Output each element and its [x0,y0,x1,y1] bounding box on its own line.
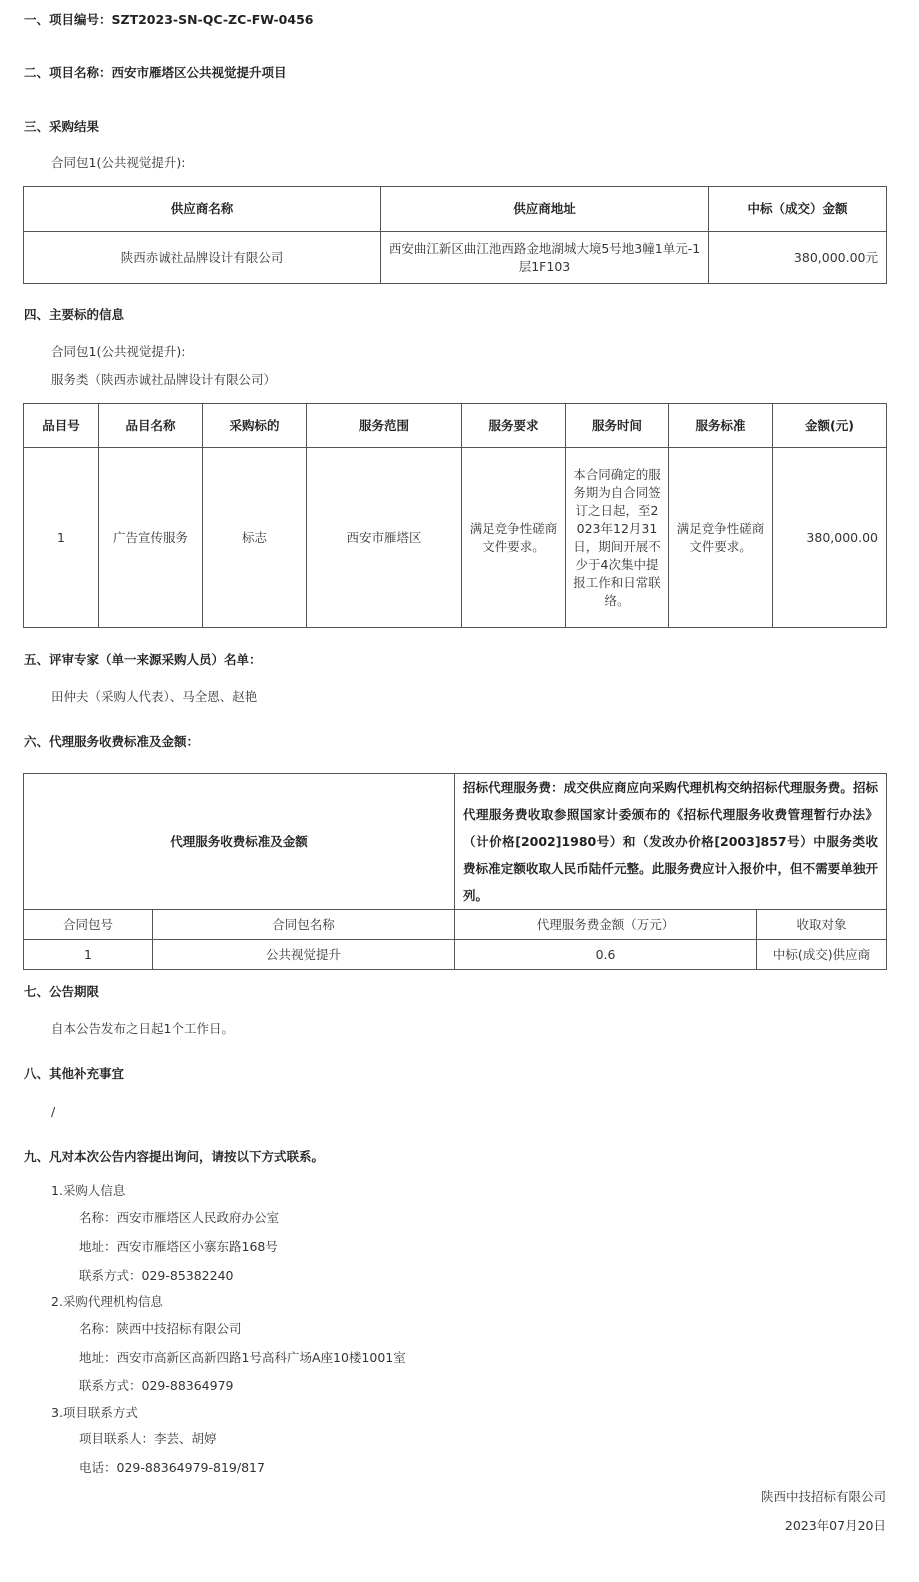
section-heading-agency-fee: 六、代理服务收费标准及金额： [24,734,200,749]
section-heading-experts: 五、评审专家（单一来源采购人员）名单： [24,652,262,667]
subject-col-standard: 服务标准 [669,404,773,448]
agency-fee-description: 招标代理服务费：成交供应商应向采购代理机构交纳招标代理服务费。招标代理服务费收取参照国家计委颁布的《招标代理服务收费管理暂行办法》（计价格[2002]1980号）和（发改办价格[2003]857号）中服务类收费标准定额收取人民币陆仟元整。此服务费应计入报价中，但不需要单独开列。 [455,774,887,910]
buyer-address: 地址：西安市雁塔区小寨东路168号 [79,1239,278,1254]
agency-fee-label: 代理服务收费标准及金额 [24,774,455,910]
section-heading-period: 七、公告期限 [24,984,100,999]
project-contact-person: 项目联系人：李芸、胡婷 [79,1431,217,1446]
result-col-amount: 中标（成交）金额 [709,187,887,232]
project-contact-title: 3.项目联系方式 [51,1405,138,1420]
project-number [24,12,313,28]
other-text: / [51,1104,56,1119]
footer-date: 2023年07月20日 [784,1518,886,1533]
section-heading-subject: 四、主要标的信息 [24,307,125,322]
buyer-info-title: 1.采购人信息 [51,1183,126,1198]
result-col-address: 供应商地址 [381,187,709,232]
subject-table-header [24,404,887,448]
section-heading-other: 八、其他补充事宜 [24,1066,125,1081]
project-number-label: 一、项目编号： [24,12,112,27]
project-name-value: 西安市雁塔区公共视觉提升项目 [111,65,287,80]
agency-package-no: 1 [24,940,153,970]
subject-col-no: 品目号 [24,404,99,448]
agency-fee-header [24,910,887,940]
agency-fee-standard-row [24,774,887,910]
agency-info-title: 2.采购代理机构信息 [51,1294,163,1309]
result-amount: 380,000.00元 [709,232,887,284]
subject-table [23,403,887,628]
agency-fee-amount: 0.6 [455,940,757,970]
agency-fee-table [23,773,887,970]
subject-item-amount: 380,000.00 [773,448,887,628]
result-table [23,186,887,284]
project-name-label: 二、项目名称： [24,65,112,80]
subject-item-standard: 满足竞争性磋商文件要求。 [669,448,773,628]
agency-col-package-name: 合同包名称 [153,910,455,940]
result-supplier-name: 陕西赤诚社品牌设计有限公司 [24,232,381,284]
table-row [24,232,887,284]
result-table-header [24,187,887,232]
subject-item-requirement: 满足竞争性磋商文件要求。 [462,448,566,628]
subject-item-target: 标志 [203,448,307,628]
project-name [24,65,287,81]
project-number-value: SZT2023-SN-QC-ZC-FW-0456 [111,12,314,27]
period-text: 自本公告发布之日起1个工作日。 [51,1021,234,1036]
result-supplier-address: 西安曲江新区曲江池西路金地湖城大境5号地3幢1单元-1层1F103 [381,232,709,284]
subject-item-scope: 西安市雁塔区 [307,448,462,628]
agency-contact: 联系方式：029-88364979 [79,1378,234,1393]
agency-name: 名称：陕西中技招标有限公司 [79,1321,242,1336]
subject-col-item-name: 品目名称 [99,404,203,448]
experts-list: 田仲夫（采购人代表）、马全恩、赵艳 [51,689,258,704]
subject-col-requirement: 服务要求 [462,404,566,448]
agency-package-name: 公共视觉提升 [153,940,455,970]
agency-col-target: 收取对象 [757,910,887,940]
agency-col-fee: 代理服务费金额（万元） [455,910,757,940]
subject-item-name: 广告宣传服务 [99,448,203,628]
subject-col-target: 采购标的 [203,404,307,448]
subject-col-time: 服务时间 [566,404,669,448]
table-row [24,448,887,628]
buyer-contact: 联系方式：029-85382240 [79,1268,234,1283]
footer-org: 陕西中技招标有限公司 [760,1489,886,1504]
section-heading-result: 三、采购结果 [24,119,100,134]
subject-package-label: 合同包1(公共视觉提升): [51,344,186,359]
agency-fee-target: 中标(成交)供应商 [757,940,887,970]
section-heading-contact: 九、凡对本次公告内容提出询问，请按以下方式联系。 [24,1149,325,1164]
buyer-name: 名称：西安市雁塔区人民政府办公室 [79,1210,280,1225]
result-package-label: 合同包1(公共视觉提升): [51,155,186,170]
table-row [24,940,887,970]
subject-item-no: 1 [24,448,99,628]
subject-col-amount: 金额(元) [773,404,887,448]
project-contact-phone: 电话：029-88364979-819/817 [79,1460,265,1475]
agency-col-package-no: 合同包号 [24,910,153,940]
result-col-supplier: 供应商名称 [24,187,381,232]
subject-col-scope: 服务范围 [307,404,462,448]
subject-category-label: 服务类（陕西赤诚社品牌设计有限公司） [51,372,277,387]
agency-address: 地址：西安市高新区高新四路1号高科广场A座10楼1001室 [79,1350,406,1365]
subject-item-time: 本合同确定的服务期为自合同签订之日起，至2023年12月31日，期间开展不少于4次集中提报工作和日常联络。 [566,448,669,628]
